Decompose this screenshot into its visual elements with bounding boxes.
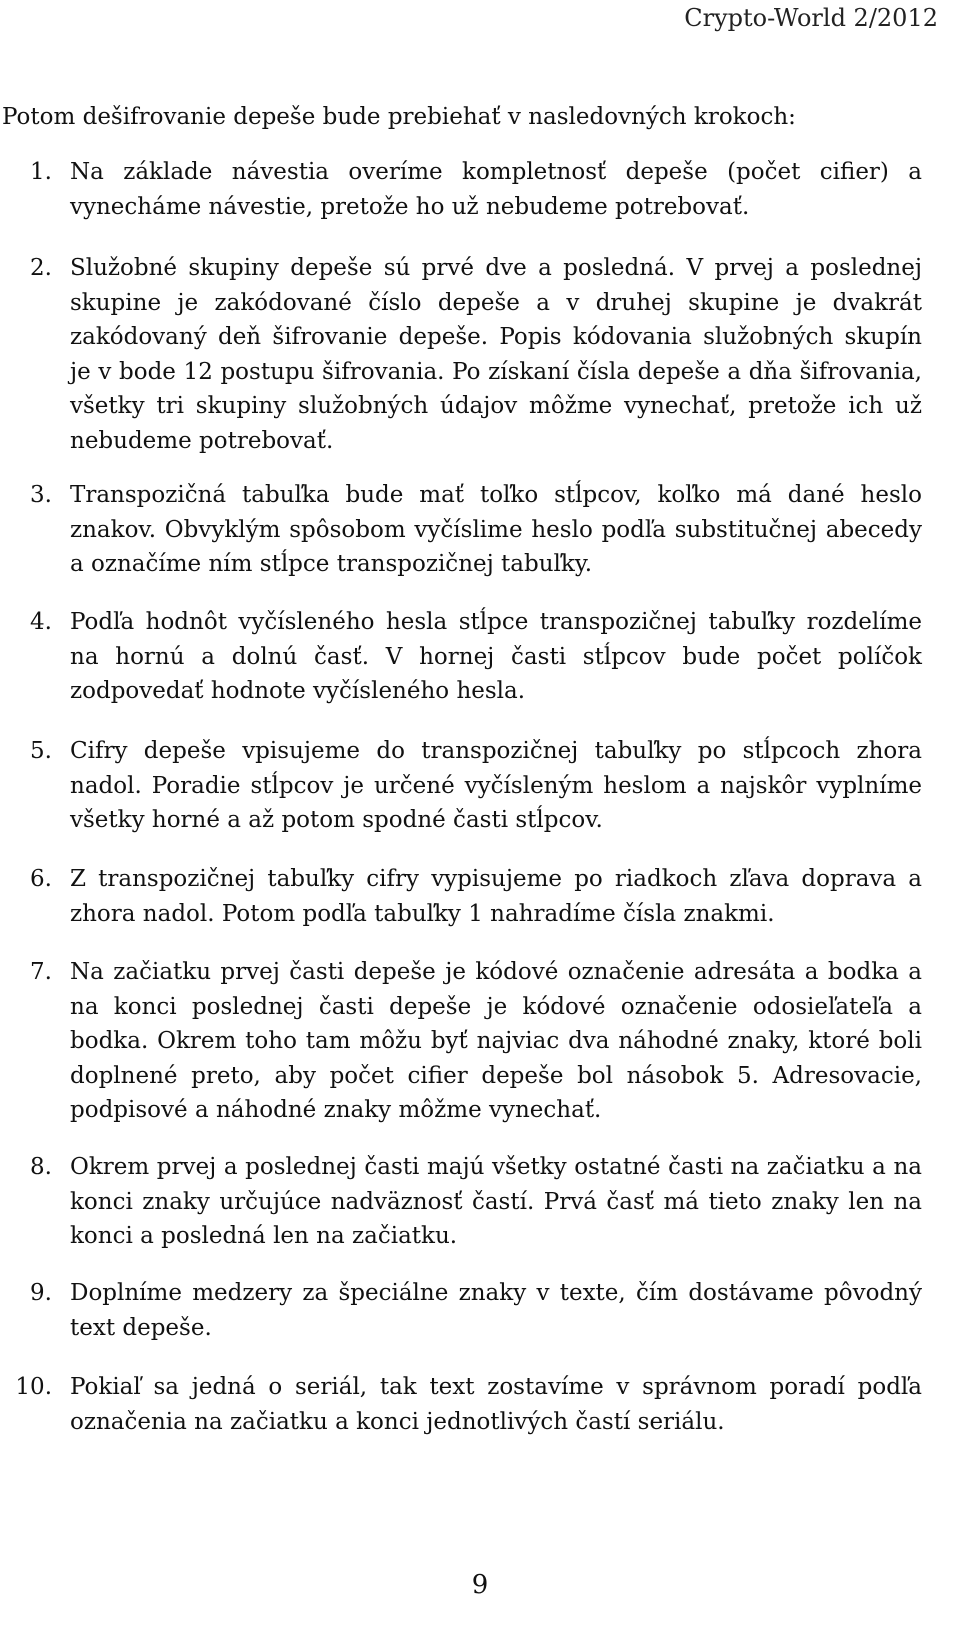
step-number: 10. (15, 1374, 52, 1400)
step-text: Na základe návestia overíme kompletnosť depeše (počet cifier) a vynecháme návestie, pretože ho už nebudeme potrebovať. (70, 159, 922, 220)
page-number: 9 (471, 1570, 489, 1600)
step-number: 4. (30, 609, 52, 635)
step-text: Pokiaľ sa jedná o seriál, tak text zostavíme v správnom poradí podľa označenia na začiatku a konci jednotlivých častí seriálu. (70, 1374, 922, 1435)
step-number: 8. (30, 1154, 52, 1180)
step-number: 6. (30, 866, 52, 892)
step-number: 7. (30, 959, 52, 985)
step-text: Podľa hodnôt vyčísleného hesla stĺpce transpozičnej tabuľky rozdelíme na hornú a dolnú časť. V hornej časti stĺpcov bude počet políčok zodpovedať hodnote vyčísleného hesla. (70, 609, 922, 704)
step-number: 3. (30, 482, 52, 508)
step-text: Služobné skupiny depeše sú prvé dve a posledná. V prvej a poslednej skupine je zakódované číslo depeše a v druhej skupine je dvakrát zakódovaný deň šifrovanie depeše. Popis kódovania služobných skupín je v bode 12 postupu šifrovania. Po získaní čísla depeše a dňa šifrovania, všetky tri skupiny služobných údajov môžme vynechať, pretože ich už nebudeme potrebovať. (70, 255, 922, 454)
step-text: Doplníme medzery za špeciálne znaky v texte, čím dostávame pôvodný text depeše. (70, 1280, 922, 1341)
step-text: Transpozičná tabuľka bude mať toľko stĺpcov, koľko má dané heslo znakov. Obvyklým spôsobom vyčíslime heslo podľa substitučnej abecedy a označíme ním stĺpce transpozičnej tabuľky. (70, 482, 922, 577)
step-text: Na začiatku prvej časti depeše je kódové označenie adresáta a bodka a na konci poslednej časti depeše je kódové označenie odosieľateľa a bodka. Okrem toho tam môžu byť najviac dva náhodné znaky, ktoré boli doplnené preto, aby počet cifier depeše bol násobok 5. Adresovacie, podpisové a náhodné znaky môžme vynechať. (70, 959, 922, 1123)
step-number: 5. (30, 738, 52, 764)
running-header-title: Crypto-World 2/2012 (684, 4, 938, 32)
step-text: Cifry depeše vpisujeme do transpozičnej tabuľky po stĺpcoch zhora nadol. Poradie stĺpcov je určené vyčísleným heslom a najskôr vyplníme všetky horné a až potom spodné časti stĺpcov. (70, 738, 922, 833)
intro-paragraph: Potom dešifrovanie depeše bude prebiehať v nasledovných krokoch: (2, 104, 796, 130)
step-text: Z transpozičnej tabuľky cifry vypisujeme po riadkoch zľava doprava a zhora nadol. Potom podľa tabuľky 1 nahradíme čísla znakmi. (70, 866, 922, 927)
step-number: 1. (30, 159, 52, 185)
step-text: Okrem prvej a poslednej časti majú všetky ostatné časti na začiatku a na konci znaky určujúce nadväznosť častí. Prvá časť má tieto znaky len na konci a posledná len na začiatku. (70, 1154, 922, 1249)
step-number: 2. (30, 255, 52, 281)
step-number: 9. (30, 1280, 52, 1306)
